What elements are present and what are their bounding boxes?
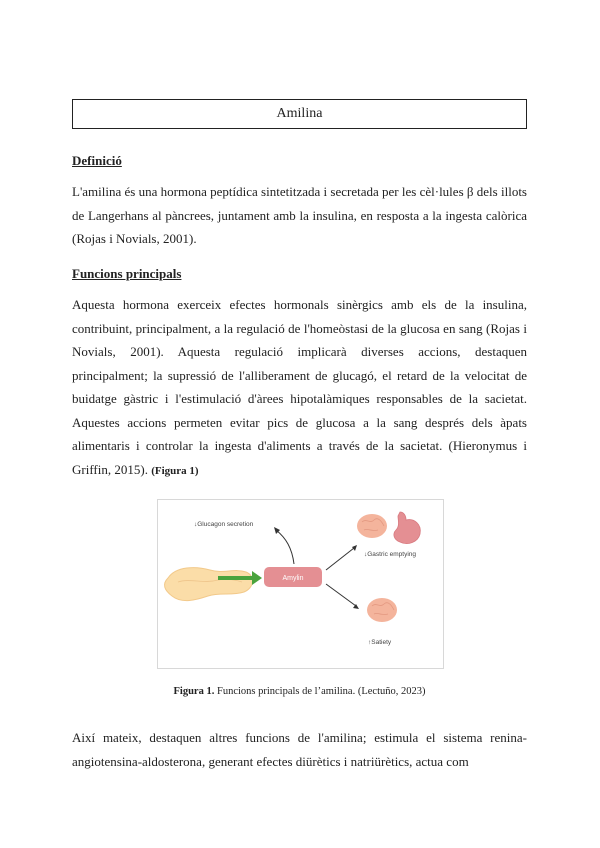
brain-icon bbox=[357, 514, 387, 538]
page-title: Amilina bbox=[72, 99, 527, 129]
gastric-label: ↓Gastric emptying bbox=[364, 551, 417, 558]
brain-satiety-icon bbox=[367, 598, 397, 622]
heading-funcions: Funcions principals bbox=[72, 266, 182, 281]
caption-text: Funcions principals de l’amilina. (Lectuño, 2023) bbox=[214, 686, 426, 697]
stomach-icon bbox=[394, 512, 420, 544]
arrow-glucagon bbox=[276, 530, 294, 564]
satiety-label: ↑Satiety bbox=[368, 639, 392, 646]
paragraph-continuation: Així mateix, destaquen altres funcions de l'amilina; estimula el sistema renina-angiotensina-aldosterona, generant efectes diürètics i natriürètics, actua com bbox=[72, 730, 527, 769]
glucagon-label: ↓Glucagon secretion bbox=[194, 521, 254, 528]
paragraph-funcions-text: Aquesta hormona exerceix efectes hormonals sinèrgics amb els de la insulina, contribuint, principalment, a la regulació de l'homeòstasi de la glucosa en sang (Rojas i Novials, 2001). Aquesta regulació implicarà diverses accions, destaquen principalment; la supressió de l'alliberament de glucagó, el retard de la velocitat de buidatge gàstric i l'estimulació d'àrees hipotalàmiques responsables de la sacietat. Aquestes accions permeten evitar pics de glucosa a la sang després dels àpats alimentaris i controlar la ingesta d'aliments a través de la sacietat. (Hieronymus i Griffin, 2015). bbox=[72, 297, 527, 477]
caption-label: Figura 1. bbox=[173, 686, 215, 697]
paragraph-funcions bbox=[72, 293, 527, 483]
amylin-label: Amylin bbox=[282, 575, 304, 582]
arrow-satiety bbox=[326, 584, 356, 606]
pancreas-icon bbox=[165, 568, 253, 601]
arrow-gastric-head bbox=[352, 545, 357, 551]
figure-reference: (Figura 1) bbox=[151, 464, 199, 477]
heading-definicio: Definició bbox=[72, 153, 122, 168]
paragraph-definicio: L'amilina és una hormona peptídica sintetitzada i secretada per les cèl·lules β dels illots de Langerhans al pàncrees, juntament amb la insulina, en resposta a la ingesta calòrica (Rojas i Novials, 2001). bbox=[72, 184, 527, 246]
figure-illustration bbox=[158, 500, 445, 670]
arrow-gastric bbox=[326, 548, 354, 570]
figure-1 bbox=[157, 499, 444, 669]
figure-caption bbox=[72, 686, 527, 697]
